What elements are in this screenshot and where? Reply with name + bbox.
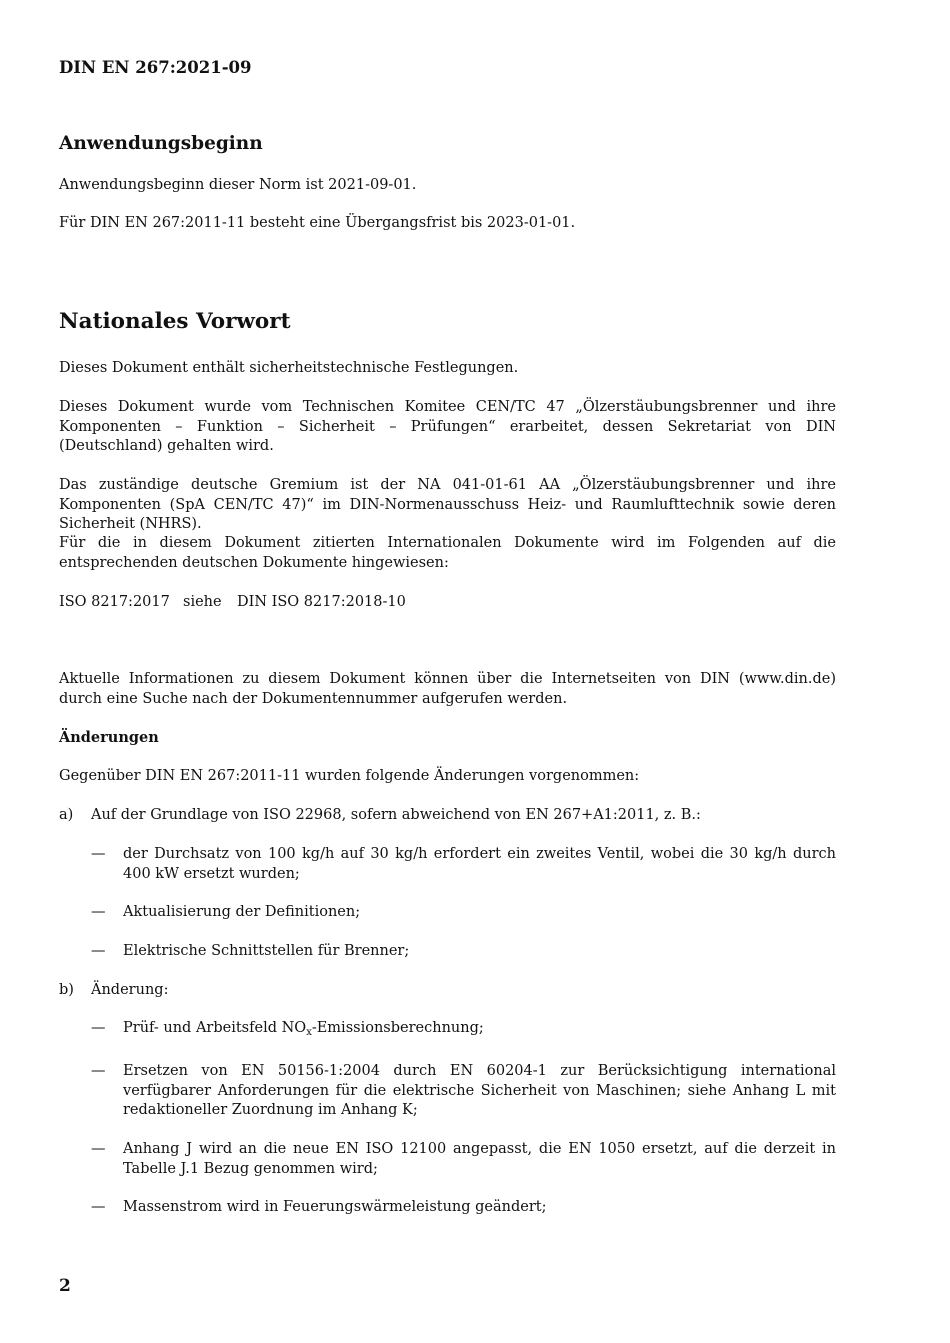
dash-a3: — [91, 943, 106, 959]
paragraph-vorwort-4: Für die in diesem Dokument zitierten Internationalen Dokumente wird im Folgenden auf die entsprechenden deutschen Dokumente hingewiesen: [59, 535, 836, 571]
list-label-b: b) [59, 982, 74, 998]
list-item-a: Auf der Grundlage von ISO 22968, sofern abweichend von EN 267+A1:2011, z. B.: [91, 807, 701, 823]
sub-item-b3: Anhang J wird an die neue EN ISO 12100 angepasst, die EN 1050 ersetzt, auf die derzeit in Tabelle J.1 Bezug genommen wird; [123, 1141, 836, 1177]
list-label-a: a) [59, 807, 74, 823]
sub-item-b2: Ersetzen von EN 50156-1:2004 durch EN 60204-1 zur Berücksichtigung international verfügbarer Anforderungen für die elektrische Sicherheit von Maschinen; siehe Anhang L mit redaktioneller Zuordnung im Anhang K; [123, 1063, 836, 1119]
heading-aenderungen: Änderungen [59, 729, 159, 746]
paragraph-anwendung-1: Anwendungsbeginn dieser Norm ist 2021-09-01. [59, 177, 417, 193]
paragraph-vorwort-3: Das zuständige deutsche Gremium ist der NA 041-01-61 AA „Ölzerstäubungsbrenner und ihre Komponenten (SpA CEN/TC 47)“ im DIN-Normenausschuss Heiz- und Raumlufttechnik sowie deren Sicherheit (NHRS). [59, 477, 836, 533]
sub-item-a2: Aktualisierung der Definitionen; [123, 904, 361, 920]
reference-din: DIN ISO 8217:2018-10 [237, 594, 406, 610]
dash-b1: — [91, 1020, 106, 1036]
dash-b2: — [91, 1063, 106, 1079]
paragraph-vorwort-1: Dieses Dokument enthält sicherheitstechnische Festlegungen. [59, 360, 519, 376]
dash-b3: — [91, 1141, 106, 1157]
sub-item-a1: der Durchsatz von 100 kg/h auf 30 kg/h erfordert ein zweites Ventil, wobei die 30 kg/h durch 400 kW ersetzt wurden; [123, 846, 836, 882]
dash-b4: — [91, 1199, 106, 1215]
paragraph-anwendung-2: Für DIN EN 267:2011-11 besteht eine Übergangsfrist bis 2023-01-01. [59, 215, 576, 231]
heading-anwendungsbeginn: Anwendungsbeginn [59, 133, 263, 154]
dash-a1: — [91, 846, 106, 862]
page-number: 2 [59, 1276, 71, 1296]
sub-item-b1-post: -Emissionsberechnung; [311, 1020, 484, 1036]
paragraph-vorwort-2: Dieses Dokument wurde vom Technischen Komitee CEN/TC 47 „Ölzerstäubungsbrenner und ihre Komponenten – Funktion – Sicherheit – Prüfungen“ erarbeitet, dessen Sekretariat von DIN (Deutschland) gehalten wird. [59, 399, 836, 455]
dash-a2: — [91, 904, 106, 920]
sub-item-b1-pre: Prüf- und Arbeitsfeld NO [123, 1020, 307, 1036]
paragraph-vorwort-5: Aktuelle Informationen zu diesem Dokument können über die Internetseiten von DIN (www.din.de) durch eine Suche nach der Dokumentennummer aufgerufen werden. [59, 671, 836, 707]
sub-item-b1-subscript: x [306, 1027, 312, 1038]
paragraph-aenderungen-intro: Gegenüber DIN EN 267:2011-11 wurden folgende Änderungen vorgenommen: [59, 768, 640, 784]
sub-item-a3: Elektrische Schnittstellen für Brenner; [123, 943, 410, 959]
reference-row [59, 593, 406, 613]
sub-item-b1 [123, 1019, 836, 1043]
reference-siehe: siehe [183, 594, 222, 610]
document-header-id: DIN EN 267:2021-09 [59, 58, 252, 77]
sub-item-b4: Massenstrom wird in Feuerungswärmeleistung geändert; [123, 1199, 547, 1215]
reference-iso: ISO 8217:2017 [59, 594, 170, 610]
heading-nationales-vorwort: Nationales Vorwort [59, 309, 291, 334]
list-item-b: Änderung: [91, 982, 169, 998]
